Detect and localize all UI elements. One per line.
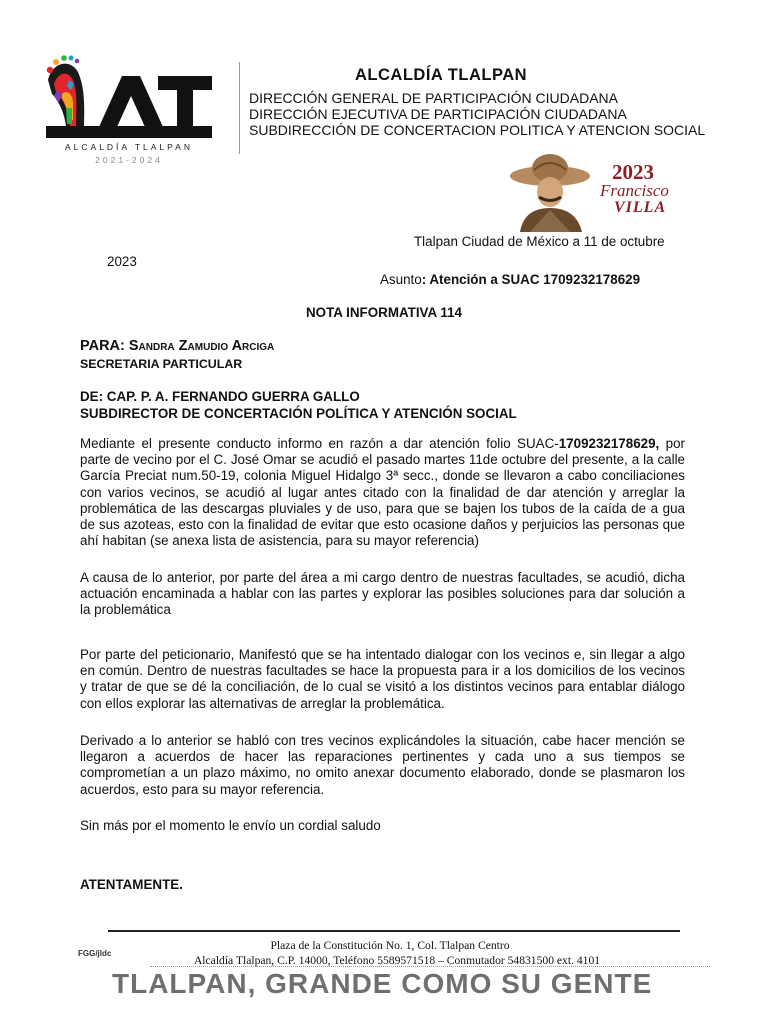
body-paragraph-1 (80, 436, 685, 549)
p1-text-a: Mediante el presente conducto informo en razón a dar atención folio SUAC- (80, 436, 559, 451)
footer-dotted-rule (150, 966, 710, 967)
para-label: PARA: (80, 338, 125, 354)
subject-label: Asunto (380, 272, 422, 287)
p1-folio: 1709232178629, (558, 436, 660, 451)
subject-value: : Atención a SUAC 1709232178629 (421, 272, 641, 287)
footer-address-line-2: Alcaldía Tlalpan, C.P. 14000, Teléfono 5589571518 – Conmutador 54831500 ext. 4101 (193, 954, 601, 967)
para-name: Sandra Zamudio Arciga (128, 338, 275, 354)
body-paragraph-3: Por parte del peticionario, Manifestó que se ha intentado dialogar con los vecinos e, sin llegar a algo en común. Dentro de nuestras facultades se hace la propuesta para ir a los domicilios de los vecinos y tratar de que se dé la conciliación, de lo cual se visitó a los distintos vecinos para entablar diálogo con ellos explorar las alternativas de arreglar la problemática. (80, 647, 685, 711)
body-paragraph-4: Derivado a lo anterior se habló con tres vecinos explicándoles la situación, cabe hacer mención se llegaron a acuerdos de hacer las reparaciones pertinentes y cada uno a sus tiempos se comprometían a un plazo máximo, no omito anexar documento elaborado, donde se plasmaron los acuerdos, esto para su mayor referencia. (80, 733, 685, 797)
badge-name-francisco: Francisco (600, 181, 669, 200)
header-line-3: SUBDIRECCIÓN DE CONCERTACION POLITICA Y ATENCION SOCIAL (249, 122, 706, 138)
date-line-2: 2023 (107, 254, 137, 269)
de-role: SUBDIRECTOR DE CONCERTACIÓN POLÍTICA Y ATENCIÓN SOCIAL (80, 406, 517, 421)
footer-divider (108, 930, 680, 932)
body-paragraph-2: A causa de lo anterior, por parte del área a mi cargo dentro de nuestras facultades, se acudió, dicha actuación encaminada a hablar con las partes y explorar las posibles soluciones para dar solución a la problemática (80, 570, 685, 618)
para-role: SECRETARIA PARTICULAR (80, 357, 243, 371)
header-line-2: DIRECCIÓN EJECUTIVA DE PARTICIPACIÓN CIUDADANA (249, 106, 627, 122)
date-line-1: Tlalpan Ciudad de México a 11 de octubre (414, 234, 665, 249)
closing: ATENTAMENTE. (80, 877, 183, 892)
footer-slogan: TLALPAN, GRANDE COMO SU GENTE (112, 968, 653, 999)
alcaldia-tlalpan-logo (40, 50, 215, 170)
badge-year: 2023 (612, 160, 654, 184)
p1-text-b: por parte de vecino por el C. José Omar se acudió el pasado martes 11de octubre del presente, a la calle García Preciat num.50-19, colonia Miguel Hidalgo 3ª secc., donde se llevaron a cabo conciliaciones con varios vecinos, se acudió al lugar antes citado con la finalidad de dar atención y arreglar la problemática de las descargas pluviales y de uso, para que se bajen los tubos de la caída de a gua de sus azoteas, esto con la finalidad de evitar que esto ocasione daños y perjuicios las personas que ahí habitan (se anexa lista de asistencia, para su mayor referencia) (80, 436, 686, 549)
header-title: ALCALDÍA TLALPAN (355, 66, 528, 84)
footer-initials: FGG/jldc (78, 949, 112, 958)
header-line-1: DIRECCIÓN GENERAL DE PARTICIPACIÓN CIUDADANA (249, 90, 618, 106)
body-paragraph-5: Sin más por el momento le envío un cordial saludo (80, 818, 381, 833)
footer-address-line-1: Plaza de la Constitución No. 1, Col. Tlalpan Centro (270, 939, 510, 952)
logo-years: 2021-2024 (95, 155, 163, 165)
header-divider (239, 62, 240, 154)
logo-caption: ALCALDÍA TLALPAN (64, 142, 193, 152)
para-line (80, 338, 274, 354)
badge-name-villa: VILLA (614, 199, 667, 216)
de-line: DE: CAP. P. A. FERNANDO GUERRA GALLO (80, 389, 360, 404)
nota-informativa-title: NOTA INFORMATIVA 114 (306, 305, 462, 320)
subject-line (380, 272, 640, 287)
